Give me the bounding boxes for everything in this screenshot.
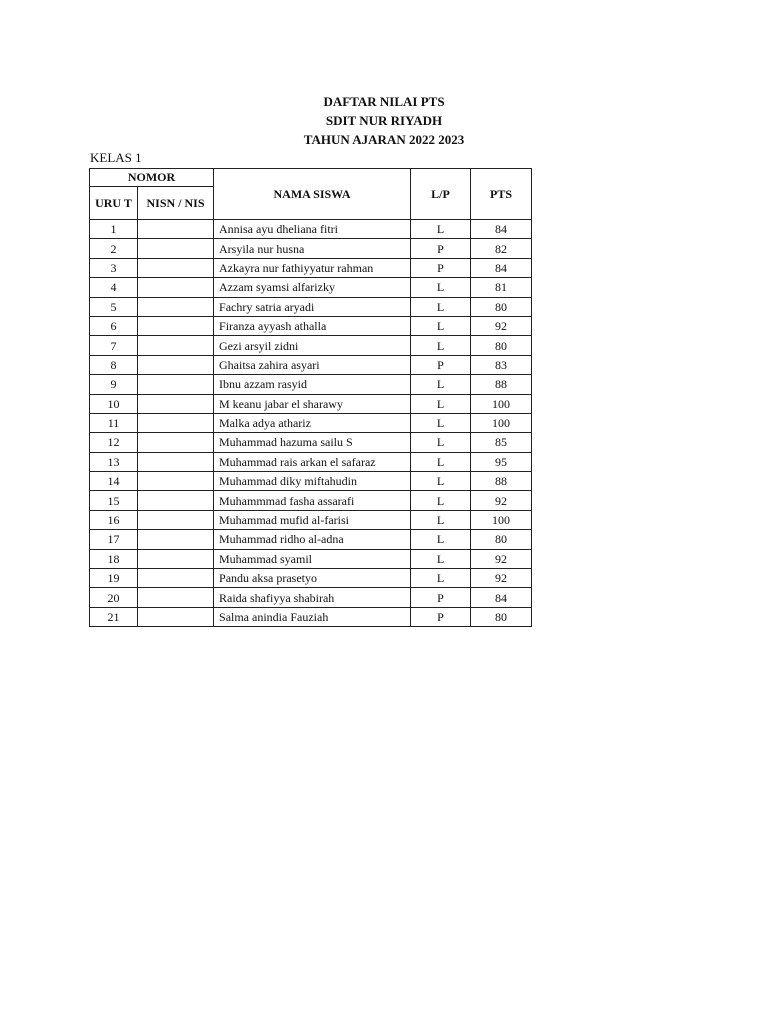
row-nisn bbox=[138, 588, 214, 607]
row-student-name: Raida shafiyya shabirah bbox=[214, 588, 411, 607]
table-row bbox=[90, 491, 532, 510]
row-student-name: Muhammad mufid al-farisi bbox=[214, 510, 411, 529]
row-number: 8 bbox=[90, 355, 138, 374]
row-pts-score: 80 bbox=[471, 607, 532, 626]
row-nisn bbox=[138, 278, 214, 297]
header-nomor: NOMOR bbox=[90, 169, 214, 187]
row-number: 9 bbox=[90, 375, 138, 394]
row-nisn bbox=[138, 355, 214, 374]
row-number: 1 bbox=[90, 220, 138, 239]
row-number: 14 bbox=[90, 472, 138, 491]
row-nisn bbox=[138, 530, 214, 549]
table-row bbox=[90, 220, 532, 239]
table-row bbox=[90, 433, 532, 452]
table-row bbox=[90, 413, 532, 432]
row-nisn bbox=[138, 569, 214, 588]
table-row bbox=[90, 258, 532, 277]
header-urut: URU T bbox=[90, 187, 138, 220]
row-pts-score: 92 bbox=[471, 569, 532, 588]
row-nisn bbox=[138, 375, 214, 394]
row-gender: L bbox=[411, 510, 471, 529]
row-gender: L bbox=[411, 336, 471, 355]
row-student-name: Muhammmad fasha assarafi bbox=[214, 491, 411, 510]
table-row bbox=[90, 530, 532, 549]
table-row bbox=[90, 278, 532, 297]
row-nisn bbox=[138, 258, 214, 277]
row-gender: L bbox=[411, 549, 471, 568]
row-pts-score: 84 bbox=[471, 588, 532, 607]
row-pts-score: 80 bbox=[471, 530, 532, 549]
row-pts-score: 92 bbox=[471, 316, 532, 335]
row-student-name: Annisa ayu dheliana fitri bbox=[214, 220, 411, 239]
row-student-name: Ghaitsa zahira asyari bbox=[214, 355, 411, 374]
row-number: 7 bbox=[90, 336, 138, 355]
row-pts-score: 82 bbox=[471, 239, 532, 258]
row-student-name: Pandu aksa prasetyo bbox=[214, 569, 411, 588]
table-row bbox=[90, 569, 532, 588]
row-student-name: Firanza ayyash athalla bbox=[214, 316, 411, 335]
row-nisn bbox=[138, 413, 214, 432]
row-student-name: Salma anindia Fauziah bbox=[214, 607, 411, 626]
row-student-name: Arsyila nur husna bbox=[214, 239, 411, 258]
row-pts-score: 92 bbox=[471, 549, 532, 568]
row-nisn bbox=[138, 316, 214, 335]
row-number: 16 bbox=[90, 510, 138, 529]
row-number: 5 bbox=[90, 297, 138, 316]
row-number: 17 bbox=[90, 530, 138, 549]
row-student-name: M keanu jabar el sharawy bbox=[214, 394, 411, 413]
row-nisn bbox=[138, 394, 214, 413]
row-gender: L bbox=[411, 375, 471, 394]
row-number: 11 bbox=[90, 413, 138, 432]
row-student-name: Malka adya athariz bbox=[214, 413, 411, 432]
row-gender: P bbox=[411, 239, 471, 258]
title-line-2: SDIT NUR RIYADH bbox=[325, 113, 443, 128]
row-gender: L bbox=[411, 394, 471, 413]
row-gender: L bbox=[411, 530, 471, 549]
row-gender: L bbox=[411, 278, 471, 297]
row-gender: L bbox=[411, 413, 471, 432]
row-pts-score: 88 bbox=[471, 472, 532, 491]
row-nisn bbox=[138, 297, 214, 316]
row-gender: L bbox=[411, 433, 471, 452]
row-student-name: Ibnu azzam rasyid bbox=[214, 375, 411, 394]
row-student-name: Muhammad ridho al-adna bbox=[214, 530, 411, 549]
table-row bbox=[90, 472, 532, 491]
row-student-name: Azkayra nur fathiyyatur rahman bbox=[214, 258, 411, 277]
row-nisn bbox=[138, 510, 214, 529]
row-number: 20 bbox=[90, 588, 138, 607]
row-nisn bbox=[138, 336, 214, 355]
row-number: 6 bbox=[90, 316, 138, 335]
row-student-name: Azzam syamsi alfarizky bbox=[214, 278, 411, 297]
table-row bbox=[90, 375, 532, 394]
title-line-1: DAFTAR NILAI PTS bbox=[323, 94, 445, 109]
table-row bbox=[90, 316, 532, 335]
table-row bbox=[90, 297, 532, 316]
row-student-name: Muhammad diky miftahudin bbox=[214, 472, 411, 491]
row-nisn bbox=[138, 433, 214, 452]
row-nisn bbox=[138, 472, 214, 491]
row-gender: L bbox=[411, 472, 471, 491]
table-row bbox=[90, 607, 532, 626]
row-gender: L bbox=[411, 452, 471, 471]
class-label: KELAS 1 bbox=[90, 150, 142, 165]
row-gender: L bbox=[411, 569, 471, 588]
row-gender: L bbox=[411, 220, 471, 239]
row-number: 3 bbox=[90, 258, 138, 277]
table-row bbox=[90, 394, 532, 413]
row-pts-score: 100 bbox=[471, 510, 532, 529]
header-lp: L/P bbox=[411, 169, 471, 220]
row-student-name: Muhammad hazuma sailu S bbox=[214, 433, 411, 452]
row-pts-score: 100 bbox=[471, 413, 532, 432]
title-line-3: TAHUN AJARAN 2022 2023 bbox=[303, 132, 465, 147]
table-row bbox=[90, 355, 532, 374]
table-row bbox=[90, 549, 532, 568]
row-student-name: Muhammad syamil bbox=[214, 549, 411, 568]
row-nisn bbox=[138, 491, 214, 510]
row-pts-score: 84 bbox=[471, 220, 532, 239]
header-nisn-nis: NISN / NIS bbox=[138, 187, 214, 220]
row-number: 4 bbox=[90, 278, 138, 297]
row-nisn bbox=[138, 239, 214, 258]
table-row bbox=[90, 588, 532, 607]
row-gender: P bbox=[411, 588, 471, 607]
row-pts-score: 80 bbox=[471, 297, 532, 316]
row-pts-score: 95 bbox=[471, 452, 532, 471]
row-nisn bbox=[138, 607, 214, 626]
row-pts-score: 100 bbox=[471, 394, 532, 413]
row-student-name: Muhammad rais arkan el safaraz bbox=[214, 452, 411, 471]
row-student-name: Gezi arsyil zidni bbox=[214, 336, 411, 355]
row-number: 21 bbox=[90, 607, 138, 626]
row-number: 19 bbox=[90, 569, 138, 588]
header-pts: PTS bbox=[471, 169, 532, 220]
row-number: 12 bbox=[90, 433, 138, 452]
table-row bbox=[90, 336, 532, 355]
row-gender: P bbox=[411, 607, 471, 626]
row-number: 10 bbox=[90, 394, 138, 413]
row-number: 18 bbox=[90, 549, 138, 568]
row-number: 13 bbox=[90, 452, 138, 471]
row-pts-score: 80 bbox=[471, 336, 532, 355]
row-gender: P bbox=[411, 355, 471, 374]
row-number: 2 bbox=[90, 239, 138, 258]
row-gender: L bbox=[411, 491, 471, 510]
row-number: 15 bbox=[90, 491, 138, 510]
row-gender: L bbox=[411, 297, 471, 316]
table-row bbox=[90, 239, 532, 258]
row-pts-score: 92 bbox=[471, 491, 532, 510]
row-pts-score: 81 bbox=[471, 278, 532, 297]
table-row bbox=[90, 452, 532, 471]
row-pts-score: 84 bbox=[471, 258, 532, 277]
header-nama-siswa: NAMA SISWA bbox=[214, 169, 411, 220]
row-nisn bbox=[138, 452, 214, 471]
row-pts-score: 88 bbox=[471, 375, 532, 394]
row-gender: P bbox=[411, 258, 471, 277]
row-pts-score: 83 bbox=[471, 355, 532, 374]
row-gender: L bbox=[411, 316, 471, 335]
grades-table bbox=[89, 168, 532, 627]
row-nisn bbox=[138, 549, 214, 568]
row-student-name: Fachry satria aryadi bbox=[214, 297, 411, 316]
table-row bbox=[90, 510, 532, 529]
row-nisn bbox=[138, 220, 214, 239]
document-title bbox=[0, 92, 768, 149]
row-pts-score: 85 bbox=[471, 433, 532, 452]
